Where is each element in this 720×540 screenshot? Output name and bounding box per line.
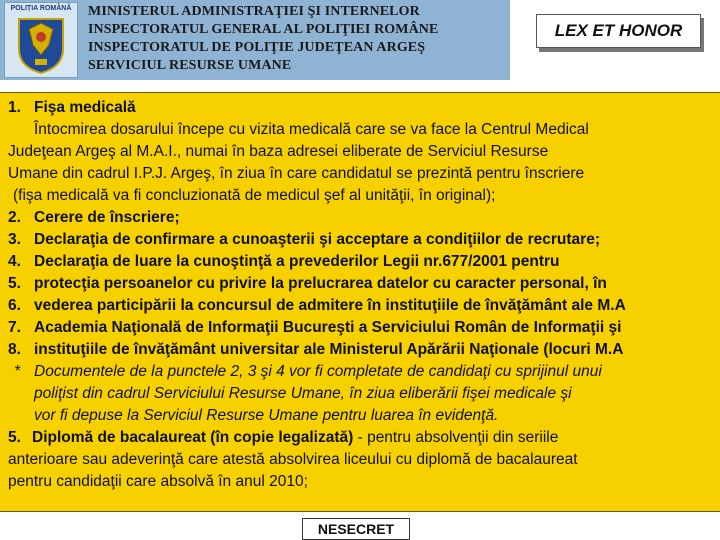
header-line-inspectorate-general: INSPECTORATUL GENERAL AL POLIŢIEI ROMÂNE [88, 22, 439, 37]
diploma-body-line: pentru candidaţii care absolvă în anul 2010; [8, 473, 308, 490]
footnote-line: vor fi depuse la Serviciul Resurse Umane pentru luarea în evidenţă. [34, 407, 499, 424]
list-item: 2. Cerere de înscriere; [8, 209, 180, 226]
item-number: 1. [8, 99, 21, 116]
header-line-inspectorate-county: INSPECTORATUL DE POLIŢIE JUDEŢEAN ARGEŞ [88, 40, 426, 55]
item-1-body-line: Judeţean Argeş al M.A.I., numai în baza adresei eliberate de Serviciul Resurse [8, 143, 549, 160]
list-item: 8. instituţiile de învăţământ universitar ale Ministerul Apărării Naţionale (locuri M.A [8, 341, 624, 358]
header-line-service: SERVICIUL RESURSE UMANE [88, 58, 292, 73]
logo-text: POLIȚIA ROMÂNĂ [10, 5, 72, 12]
item-number: 5. [8, 429, 21, 446]
item-1-heading [8, 99, 136, 117]
list-item: 6. vederea participării la concursul de admitere în instituţiile de învăţământ ale M.A [8, 297, 626, 314]
list-item: 3. Declaraţia de confirmare a cunoaşterii şi acceptare a condiţiilor de recrutare; [8, 231, 600, 248]
footnote-line: poliţist din cadrul Serviciului Resurse Umane, în ziua eliberării fişei medicale şi [34, 385, 572, 402]
content-panel [0, 92, 720, 512]
list-item: 7. Academia Naţională de Informaţii Bucureşti a Serviciului Român de Informaţii şi [8, 319, 622, 336]
footnote-mark: * [14, 363, 21, 380]
diploma-body-line: anterioare sau adeverinţă care atestă absolvirea liceului cu diplomă de bacalaureat [8, 451, 578, 468]
item-1-body-line: Umane din cadrul I.P.J. Argeş, în ziua în care candidatul se prezintă pentru înscriere [8, 165, 585, 182]
footnote-line: * Documentele de la punctele 2, 3 şi 4 vor fi completate de candidaţi cu sprijinul unui [14, 363, 602, 380]
motto-box: LEX ET HONOR [536, 14, 701, 48]
list-item: 5. protecţia persoanelor cu privire la prelucrarea datelor cu caracter personal, în [8, 275, 607, 292]
item-1-title: Fişa medicală [34, 99, 136, 116]
diploma-rest: - pentru absolvenţii din seriile [353, 429, 559, 446]
police-logo [4, 2, 78, 78]
diploma-title: Diplomă de bacalaureat (în copie legalizată) [32, 429, 354, 446]
coat-of-arms-icon [15, 15, 67, 75]
item-1-body-line: (fişa medicală va fi concluzionată de medicul şef al unităţii, în original); [13, 187, 496, 204]
header-line-ministry: MINISTERUL ADMINISTRAŢIEI ŞI INTERNELOR [88, 4, 420, 19]
list-item: 4. Declaraţia de luare la cunoştinţă a prevederilor Legii nr.677/2001 pentru [8, 253, 560, 270]
item-1-body-line: Întocmirea dosarului începe cu vizita medicală care se va face la Centrul Medical [34, 121, 589, 138]
classification-label: NESECRET [302, 518, 410, 540]
item-5-diploma [8, 429, 558, 447]
header-titles [88, 3, 508, 75]
